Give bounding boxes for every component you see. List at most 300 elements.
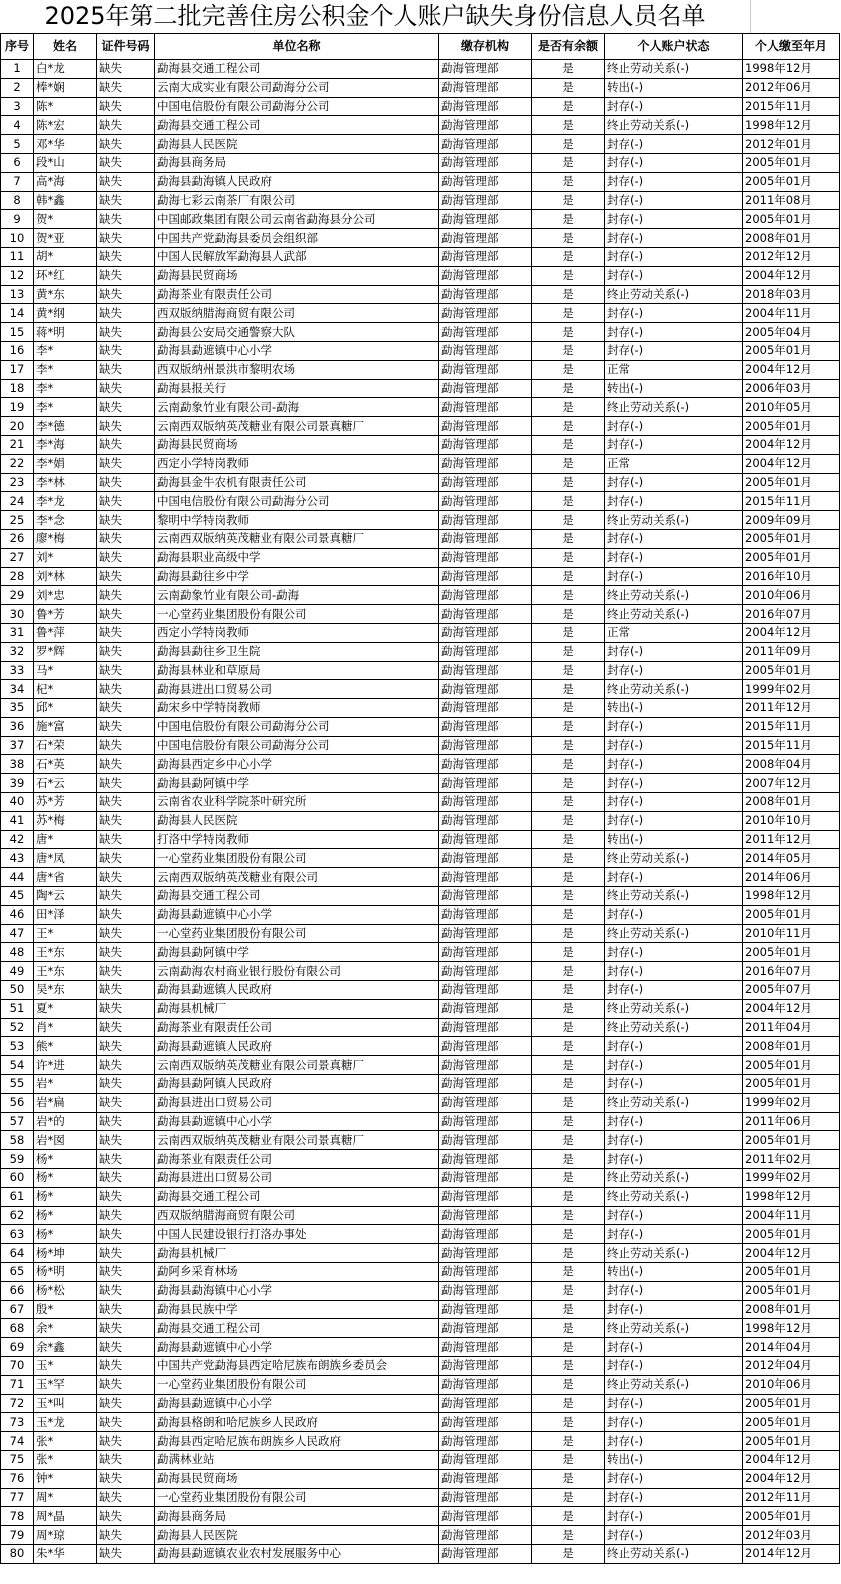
- cell-org[interactable]: 勐海管理部: [439, 1413, 532, 1432]
- cell-paid-until[interactable]: 2011年04月: [743, 1018, 840, 1037]
- cell-status[interactable]: 终止劳动关系(-): [605, 1319, 743, 1338]
- cell-balance[interactable]: 是: [532, 680, 605, 699]
- cell-org[interactable]: 勐海管理部: [439, 1488, 532, 1507]
- cell-unit[interactable]: 勐海茶业有限责任公司: [155, 285, 439, 304]
- cell-status[interactable]: 终止劳动关系(-): [605, 887, 743, 906]
- cell-name[interactable]: 朱*华: [34, 1544, 97, 1563]
- cell-status[interactable]: 终止劳动关系(-): [605, 1187, 743, 1206]
- cell-org[interactable]: 勐海管理部: [439, 153, 532, 172]
- cell-unit[interactable]: 云南省农业科学院茶叶研究所: [155, 793, 439, 812]
- cell-status[interactable]: 终止劳动关系(-): [605, 605, 743, 624]
- cell-id-number[interactable]: 缺失: [97, 811, 155, 830]
- cell-id-number[interactable]: 缺失: [97, 266, 155, 285]
- cell-id-number[interactable]: 缺失: [97, 1263, 155, 1282]
- cell-unit[interactable]: 勐海县职业高级中学: [155, 548, 439, 567]
- cell-status[interactable]: 封存(-): [605, 905, 743, 924]
- cell-paid-until[interactable]: 1998年12月: [743, 1187, 840, 1206]
- cell-status[interactable]: 封存(-): [605, 304, 743, 323]
- cell-paid-until[interactable]: 2008年01月: [743, 793, 840, 812]
- cell-seq[interactable]: 42: [1, 830, 34, 849]
- cell-name[interactable]: 贺*亚: [34, 229, 97, 248]
- cell-seq[interactable]: 7: [1, 172, 34, 191]
- cell-seq[interactable]: 53: [1, 1037, 34, 1056]
- cell-name[interactable]: 吴*东: [34, 981, 97, 1000]
- cell-org[interactable]: 勐海管理部: [439, 830, 532, 849]
- cell-seq[interactable]: 62: [1, 1206, 34, 1225]
- cell-balance[interactable]: 是: [532, 717, 605, 736]
- column-header-unit[interactable]: 单位名称: [155, 34, 439, 60]
- cell-unit[interactable]: 勐海县机械厂: [155, 999, 439, 1018]
- cell-org[interactable]: 勐海管理部: [439, 172, 532, 191]
- cell-unit[interactable]: 勐海县勐遮镇农业农村发展服务中心: [155, 1544, 439, 1563]
- cell-org[interactable]: 勐海管理部: [439, 755, 532, 774]
- cell-id-number[interactable]: 缺失: [97, 191, 155, 210]
- cell-name[interactable]: 廖*梅: [34, 529, 97, 548]
- cell-balance[interactable]: 是: [532, 1056, 605, 1075]
- cell-balance[interactable]: 是: [532, 247, 605, 266]
- cell-status[interactable]: 封存(-): [605, 492, 743, 511]
- cell-seq[interactable]: 47: [1, 924, 34, 943]
- cell-id-number[interactable]: 缺失: [97, 247, 155, 266]
- cell-status[interactable]: 转出(-): [605, 1263, 743, 1282]
- cell-name[interactable]: 蒋*明: [34, 323, 97, 342]
- cell-paid-until[interactable]: 2008年01月: [743, 1300, 840, 1319]
- cell-id-number[interactable]: 缺失: [97, 793, 155, 812]
- cell-balance[interactable]: 是: [532, 943, 605, 962]
- cell-paid-until[interactable]: 2005年01月: [743, 341, 840, 360]
- cell-unit[interactable]: 勐海县民贸商场: [155, 1469, 439, 1488]
- cell-id-number[interactable]: 缺失: [97, 1056, 155, 1075]
- cell-org[interactable]: 勐海管理部: [439, 1356, 532, 1375]
- column-header-id-number[interactable]: 证件号码: [97, 34, 155, 60]
- cell-paid-until[interactable]: 2005年01月: [743, 1263, 840, 1282]
- cell-id-number[interactable]: 缺失: [97, 153, 155, 172]
- cell-seq[interactable]: 11: [1, 247, 34, 266]
- cell-name[interactable]: 段*山: [34, 153, 97, 172]
- cell-org[interactable]: 勐海管理部: [439, 943, 532, 962]
- cell-seq[interactable]: 3: [1, 97, 34, 116]
- cell-seq[interactable]: 9: [1, 210, 34, 229]
- cell-org[interactable]: 勐海管理部: [439, 360, 532, 379]
- cell-id-number[interactable]: 缺失: [97, 717, 155, 736]
- cell-org[interactable]: 勐海管理部: [439, 717, 532, 736]
- cell-paid-until[interactable]: 2005年01月: [743, 1281, 840, 1300]
- cell-org[interactable]: 勐海管理部: [439, 1469, 532, 1488]
- cell-unit[interactable]: 一心堂药业集团股份有限公司: [155, 605, 439, 624]
- cell-name[interactable]: 黄*纲: [34, 304, 97, 323]
- cell-name[interactable]: 杨*: [34, 1169, 97, 1188]
- cell-unit[interactable]: 勐满林业站: [155, 1450, 439, 1469]
- cell-seq[interactable]: 32: [1, 642, 34, 661]
- cell-id-number[interactable]: 缺失: [97, 116, 155, 135]
- cell-name[interactable]: 白*龙: [34, 60, 97, 79]
- cell-balance[interactable]: 是: [532, 905, 605, 924]
- cell-paid-until[interactable]: 2004年12月: [743, 1244, 840, 1263]
- cell-id-number[interactable]: 缺失: [97, 661, 155, 680]
- cell-paid-until[interactable]: 1999年02月: [743, 1169, 840, 1188]
- cell-id-number[interactable]: 缺失: [97, 1093, 155, 1112]
- cell-id-number[interactable]: 缺失: [97, 304, 155, 323]
- cell-paid-until[interactable]: 2004年12月: [743, 360, 840, 379]
- cell-id-number[interactable]: 缺失: [97, 1300, 155, 1319]
- cell-balance[interactable]: 是: [532, 266, 605, 285]
- cell-status[interactable]: 终止劳动关系(-): [605, 1169, 743, 1188]
- cell-unit[interactable]: 勐海县民族中学: [155, 1300, 439, 1319]
- cell-unit[interactable]: 勐海县勐遮镇中心小学: [155, 905, 439, 924]
- cell-status[interactable]: 封存(-): [605, 1526, 743, 1545]
- cell-id-number[interactable]: 缺失: [97, 586, 155, 605]
- cell-paid-until[interactable]: 2005年01月: [743, 1225, 840, 1244]
- cell-id-number[interactable]: 缺失: [97, 323, 155, 342]
- cell-id-number[interactable]: 缺失: [97, 1526, 155, 1545]
- cell-paid-until[interactable]: 2012年06月: [743, 78, 840, 97]
- cell-unit[interactable]: 勐海县商务局: [155, 153, 439, 172]
- cell-seq[interactable]: 51: [1, 999, 34, 1018]
- cell-balance[interactable]: 是: [532, 548, 605, 567]
- cell-balance[interactable]: 是: [532, 736, 605, 755]
- cell-status[interactable]: 封存(-): [605, 1112, 743, 1131]
- cell-paid-until[interactable]: 2008年01月: [743, 229, 840, 248]
- cell-seq[interactable]: 77: [1, 1488, 34, 1507]
- cell-seq[interactable]: 61: [1, 1187, 34, 1206]
- cell-paid-until[interactable]: 2015年11月: [743, 736, 840, 755]
- cell-seq[interactable]: 74: [1, 1432, 34, 1451]
- cell-unit[interactable]: 勐海县勐遮镇中心小学: [155, 1112, 439, 1131]
- cell-balance[interactable]: 是: [532, 1526, 605, 1545]
- cell-unit[interactable]: 西定小学特岗教师: [155, 454, 439, 473]
- cell-seq[interactable]: 36: [1, 717, 34, 736]
- cell-id-number[interactable]: 缺失: [97, 755, 155, 774]
- cell-id-number[interactable]: 缺失: [97, 830, 155, 849]
- column-header-org[interactable]: 缴存机构: [439, 34, 532, 60]
- cell-paid-until[interactable]: 2015年11月: [743, 717, 840, 736]
- cell-unit[interactable]: 中国共产党勐海县委员会组织部: [155, 229, 439, 248]
- cell-status[interactable]: 封存(-): [605, 191, 743, 210]
- cell-unit[interactable]: 勐海县勐阿镇人民政府: [155, 1075, 439, 1094]
- cell-status[interactable]: 封存(-): [605, 661, 743, 680]
- cell-name[interactable]: 鲁*萍: [34, 623, 97, 642]
- cell-paid-until[interactable]: 2004年12月: [743, 454, 840, 473]
- cell-unit[interactable]: 勐海县公安局交通警察大队: [155, 323, 439, 342]
- cell-status[interactable]: 终止劳动关系(-): [605, 999, 743, 1018]
- cell-balance[interactable]: 是: [532, 379, 605, 398]
- cell-seq[interactable]: 66: [1, 1281, 34, 1300]
- cell-paid-until[interactable]: 2005年01月: [743, 943, 840, 962]
- cell-id-number[interactable]: 缺失: [97, 1450, 155, 1469]
- cell-seq[interactable]: 23: [1, 473, 34, 492]
- cell-name[interactable]: 玉*: [34, 1356, 97, 1375]
- cell-seq[interactable]: 19: [1, 398, 34, 417]
- cell-name[interactable]: 许*进: [34, 1056, 97, 1075]
- cell-seq[interactable]: 76: [1, 1469, 34, 1488]
- cell-id-number[interactable]: 缺失: [97, 699, 155, 718]
- cell-unit[interactable]: 一心堂药业集团股份有限公司: [155, 924, 439, 943]
- cell-balance[interactable]: 是: [532, 774, 605, 793]
- cell-paid-until[interactable]: 2005年01月: [743, 1131, 840, 1150]
- cell-unit[interactable]: 勐海县人民医院: [155, 1526, 439, 1545]
- cell-seq[interactable]: 52: [1, 1018, 34, 1037]
- cell-id-number[interactable]: 缺失: [97, 398, 155, 417]
- cell-unit[interactable]: 勐海县勐遮镇中心小学: [155, 341, 439, 360]
- column-header-name[interactable]: 姓名: [34, 34, 97, 60]
- cell-status[interactable]: 封存(-): [605, 981, 743, 1000]
- cell-org[interactable]: 勐海管理部: [439, 1169, 532, 1188]
- cell-balance[interactable]: 是: [532, 60, 605, 79]
- cell-org[interactable]: 勐海管理部: [439, 529, 532, 548]
- cell-status[interactable]: 终止劳动关系(-): [605, 586, 743, 605]
- cell-seq[interactable]: 4: [1, 116, 34, 135]
- cell-name[interactable]: 罗*辉: [34, 642, 97, 661]
- cell-status[interactable]: 封存(-): [605, 1281, 743, 1300]
- cell-org[interactable]: 勐海管理部: [439, 1244, 532, 1263]
- cell-unit[interactable]: 云南大成实业有限公司勐海分公司: [155, 78, 439, 97]
- cell-status[interactable]: 终止劳动关系(-): [605, 511, 743, 530]
- cell-seq[interactable]: 2: [1, 78, 34, 97]
- cell-paid-until[interactable]: 2011年12月: [743, 699, 840, 718]
- cell-seq[interactable]: 6: [1, 153, 34, 172]
- cell-paid-until[interactable]: 2010年11月: [743, 924, 840, 943]
- cell-balance[interactable]: 是: [532, 849, 605, 868]
- cell-unit[interactable]: 勐海县交通工程公司: [155, 116, 439, 135]
- cell-org[interactable]: 勐海管理部: [439, 661, 532, 680]
- cell-name[interactable]: 刘*: [34, 548, 97, 567]
- cell-id-number[interactable]: 缺失: [97, 229, 155, 248]
- cell-org[interactable]: 勐海管理部: [439, 417, 532, 436]
- cell-id-number[interactable]: 缺失: [97, 736, 155, 755]
- cell-status[interactable]: 终止劳动关系(-): [605, 285, 743, 304]
- cell-seq[interactable]: 78: [1, 1507, 34, 1526]
- cell-paid-until[interactable]: 2014年04月: [743, 1338, 840, 1357]
- cell-status[interactable]: 封存(-): [605, 1300, 743, 1319]
- cell-unit[interactable]: 西双版纳州景洪市黎明农场: [155, 360, 439, 379]
- cell-paid-until[interactable]: 2004年12月: [743, 1450, 840, 1469]
- cell-seq[interactable]: 33: [1, 661, 34, 680]
- cell-status[interactable]: 封存(-): [605, 1206, 743, 1225]
- cell-status[interactable]: 封存(-): [605, 1413, 743, 1432]
- cell-unit[interactable]: 勐海县勐阿镇中学: [155, 774, 439, 793]
- cell-balance[interactable]: 是: [532, 1356, 605, 1375]
- cell-seq[interactable]: 24: [1, 492, 34, 511]
- cell-id-number[interactable]: 缺失: [97, 1356, 155, 1375]
- cell-balance[interactable]: 是: [532, 360, 605, 379]
- cell-unit[interactable]: 西双版纳腊海商贸有限公司: [155, 304, 439, 323]
- cell-paid-until[interactable]: 2014年05月: [743, 849, 840, 868]
- cell-org[interactable]: 勐海管理部: [439, 605, 532, 624]
- cell-name[interactable]: 棒*娴: [34, 78, 97, 97]
- cell-org[interactable]: 勐海管理部: [439, 1187, 532, 1206]
- cell-id-number[interactable]: 缺失: [97, 905, 155, 924]
- cell-id-number[interactable]: 缺失: [97, 1075, 155, 1094]
- cell-balance[interactable]: 是: [532, 172, 605, 191]
- cell-org[interactable]: 勐海管理部: [439, 586, 532, 605]
- cell-status[interactable]: 封存(-): [605, 811, 743, 830]
- cell-seq[interactable]: 49: [1, 962, 34, 981]
- cell-balance[interactable]: 是: [532, 1150, 605, 1169]
- cell-org[interactable]: 勐海管理部: [439, 793, 532, 812]
- cell-unit[interactable]: 勐海县交通工程公司: [155, 887, 439, 906]
- cell-id-number[interactable]: 缺失: [97, 1544, 155, 1563]
- cell-unit[interactable]: 勐海县勐遮镇中心小学: [155, 1338, 439, 1357]
- cell-paid-until[interactable]: 1998年12月: [743, 116, 840, 135]
- cell-id-number[interactable]: 缺失: [97, 1187, 155, 1206]
- cell-balance[interactable]: 是: [532, 962, 605, 981]
- cell-balance[interactable]: 是: [532, 1037, 605, 1056]
- cell-status[interactable]: 封存(-): [605, 736, 743, 755]
- cell-unit[interactable]: 勐海县勐遮镇人民政府: [155, 1037, 439, 1056]
- cell-paid-until[interactable]: 2012年04月: [743, 1356, 840, 1375]
- cell-balance[interactable]: 是: [532, 1488, 605, 1507]
- cell-name[interactable]: 石*荣: [34, 736, 97, 755]
- cell-paid-until[interactable]: 2005年01月: [743, 548, 840, 567]
- cell-status[interactable]: 封存(-): [605, 1150, 743, 1169]
- cell-name[interactable]: 杨*: [34, 1150, 97, 1169]
- cell-id-number[interactable]: 缺失: [97, 868, 155, 887]
- cell-paid-until[interactable]: 2012年01月: [743, 135, 840, 154]
- cell-paid-until[interactable]: 2005年01月: [743, 1056, 840, 1075]
- cell-id-number[interactable]: 缺失: [97, 435, 155, 454]
- cell-balance[interactable]: 是: [532, 924, 605, 943]
- cell-org[interactable]: 勐海管理部: [439, 567, 532, 586]
- cell-org[interactable]: 勐海管理部: [439, 849, 532, 868]
- cell-org[interactable]: 勐海管理部: [439, 285, 532, 304]
- cell-id-number[interactable]: 缺失: [97, 492, 155, 511]
- cell-status[interactable]: 转出(-): [605, 830, 743, 849]
- cell-id-number[interactable]: 缺失: [97, 1018, 155, 1037]
- cell-id-number[interactable]: 缺失: [97, 567, 155, 586]
- cell-org[interactable]: 勐海管理部: [439, 341, 532, 360]
- cell-paid-until[interactable]: 2005年01月: [743, 153, 840, 172]
- cell-paid-until[interactable]: 1999年02月: [743, 680, 840, 699]
- column-header-seq[interactable]: 序号: [1, 34, 34, 60]
- cell-unit[interactable]: 勐海县人民医院: [155, 135, 439, 154]
- cell-unit[interactable]: 勐海茶业有限责任公司: [155, 1018, 439, 1037]
- cell-seq[interactable]: 37: [1, 736, 34, 755]
- cell-name[interactable]: 田*泽: [34, 905, 97, 924]
- cell-name[interactable]: 周*晶: [34, 1507, 97, 1526]
- cell-paid-until[interactable]: 2011年12月: [743, 830, 840, 849]
- cell-name[interactable]: 张*: [34, 1450, 97, 1469]
- cell-seq[interactable]: 35: [1, 699, 34, 718]
- cell-paid-until[interactable]: 1998年12月: [743, 887, 840, 906]
- cell-id-number[interactable]: 缺失: [97, 97, 155, 116]
- cell-name[interactable]: 周*: [34, 1488, 97, 1507]
- cell-status[interactable]: 转出(-): [605, 379, 743, 398]
- cell-status[interactable]: 封存(-): [605, 229, 743, 248]
- cell-org[interactable]: 勐海管理部: [439, 811, 532, 830]
- cell-balance[interactable]: 是: [532, 1507, 605, 1526]
- cell-org[interactable]: 勐海管理部: [439, 1225, 532, 1244]
- cell-name[interactable]: 杨*: [34, 1225, 97, 1244]
- cell-id-number[interactable]: 缺失: [97, 78, 155, 97]
- cell-status[interactable]: 封存(-): [605, 567, 743, 586]
- cell-seq[interactable]: 26: [1, 529, 34, 548]
- cell-org[interactable]: 勐海管理部: [439, 962, 532, 981]
- cell-status[interactable]: 封存(-): [605, 1131, 743, 1150]
- cell-balance[interactable]: 是: [532, 1225, 605, 1244]
- cell-id-number[interactable]: 缺失: [97, 1225, 155, 1244]
- cell-org[interactable]: 勐海管理部: [439, 905, 532, 924]
- cell-org[interactable]: 勐海管理部: [439, 1056, 532, 1075]
- cell-paid-until[interactable]: 2008年01月: [743, 1037, 840, 1056]
- cell-unit[interactable]: 勐海七彩云南茶厂有限公司: [155, 191, 439, 210]
- cell-paid-until[interactable]: 2005年01月: [743, 529, 840, 548]
- cell-balance[interactable]: 是: [532, 116, 605, 135]
- cell-name[interactable]: 熊*: [34, 1037, 97, 1056]
- column-header-balance[interactable]: 是否有余额: [532, 34, 605, 60]
- cell-name[interactable]: 杨*: [34, 1187, 97, 1206]
- cell-paid-until[interactable]: 2010年05月: [743, 398, 840, 417]
- cell-balance[interactable]: 是: [532, 529, 605, 548]
- cell-balance[interactable]: 是: [532, 1206, 605, 1225]
- cell-id-number[interactable]: 缺失: [97, 1394, 155, 1413]
- cell-id-number[interactable]: 缺失: [97, 1432, 155, 1451]
- cell-org[interactable]: 勐海管理部: [439, 323, 532, 342]
- cell-status[interactable]: 封存(-): [605, 548, 743, 567]
- cell-paid-until[interactable]: 2004年11月: [743, 1206, 840, 1225]
- cell-paid-until[interactable]: 2015年11月: [743, 492, 840, 511]
- cell-org[interactable]: 勐海管理部: [439, 1112, 532, 1131]
- cell-org[interactable]: 勐海管理部: [439, 1075, 532, 1094]
- cell-id-number[interactable]: 缺失: [97, 172, 155, 191]
- cell-name[interactable]: 玉*龙: [34, 1413, 97, 1432]
- cell-status[interactable]: 封存(-): [605, 1469, 743, 1488]
- cell-unit[interactable]: 西双版纳腊海商贸有限公司: [155, 1206, 439, 1225]
- cell-unit[interactable]: 勐海县民贸商场: [155, 266, 439, 285]
- cell-paid-until[interactable]: 2016年10月: [743, 567, 840, 586]
- cell-name[interactable]: 李*龙: [34, 492, 97, 511]
- cell-unit[interactable]: 勐海县进出口贸易公司: [155, 680, 439, 699]
- cell-paid-until[interactable]: 2011年09月: [743, 642, 840, 661]
- cell-balance[interactable]: 是: [532, 78, 605, 97]
- cell-org[interactable]: 勐海管理部: [439, 454, 532, 473]
- cell-name[interactable]: 杨*: [34, 1206, 97, 1225]
- cell-seq[interactable]: 41: [1, 811, 34, 830]
- cell-status[interactable]: 封存(-): [605, 1507, 743, 1526]
- cell-unit[interactable]: 云南西双版纳英茂糖业有限公司景真糖厂: [155, 529, 439, 548]
- cell-unit[interactable]: 一心堂药业集团股份有限公司: [155, 1375, 439, 1394]
- cell-paid-until[interactable]: 2018年03月: [743, 285, 840, 304]
- cell-name[interactable]: 唐*: [34, 830, 97, 849]
- cell-status[interactable]: 封存(-): [605, 172, 743, 191]
- cell-status[interactable]: 封存(-): [605, 323, 743, 342]
- cell-paid-until[interactable]: 2012年11月: [743, 1488, 840, 1507]
- cell-balance[interactable]: 是: [532, 153, 605, 172]
- cell-seq[interactable]: 71: [1, 1375, 34, 1394]
- cell-status[interactable]: 正常: [605, 454, 743, 473]
- cell-id-number[interactable]: 缺失: [97, 924, 155, 943]
- cell-paid-until[interactable]: 2005年01月: [743, 417, 840, 436]
- cell-unit[interactable]: 勐海县金牛农机有限责任公司: [155, 473, 439, 492]
- cell-status[interactable]: 封存(-): [605, 1394, 743, 1413]
- cell-id-number[interactable]: 缺失: [97, 1507, 155, 1526]
- cell-name[interactable]: 岩*的: [34, 1112, 97, 1131]
- cell-id-number[interactable]: 缺失: [97, 285, 155, 304]
- cell-org[interactable]: 勐海管理部: [439, 511, 532, 530]
- cell-paid-until[interactable]: 2004年12月: [743, 435, 840, 454]
- cell-status[interactable]: 封存(-): [605, 1225, 743, 1244]
- cell-name[interactable]: 刘*林: [34, 567, 97, 586]
- cell-org[interactable]: 勐海管理部: [439, 1526, 532, 1545]
- cell-paid-until[interactable]: 2016年07月: [743, 962, 840, 981]
- cell-unit[interactable]: 中国电信股份有限公司勐海分公司: [155, 492, 439, 511]
- cell-org[interactable]: 勐海管理部: [439, 887, 532, 906]
- cell-name[interactable]: 陈*宏: [34, 116, 97, 135]
- cell-id-number[interactable]: 缺失: [97, 605, 155, 624]
- cell-unit[interactable]: 云南西双版纳英茂糖业有限公司: [155, 868, 439, 887]
- cell-id-number[interactable]: 缺失: [97, 1488, 155, 1507]
- cell-paid-until[interactable]: 2011年08月: [743, 191, 840, 210]
- cell-status[interactable]: 封存(-): [605, 153, 743, 172]
